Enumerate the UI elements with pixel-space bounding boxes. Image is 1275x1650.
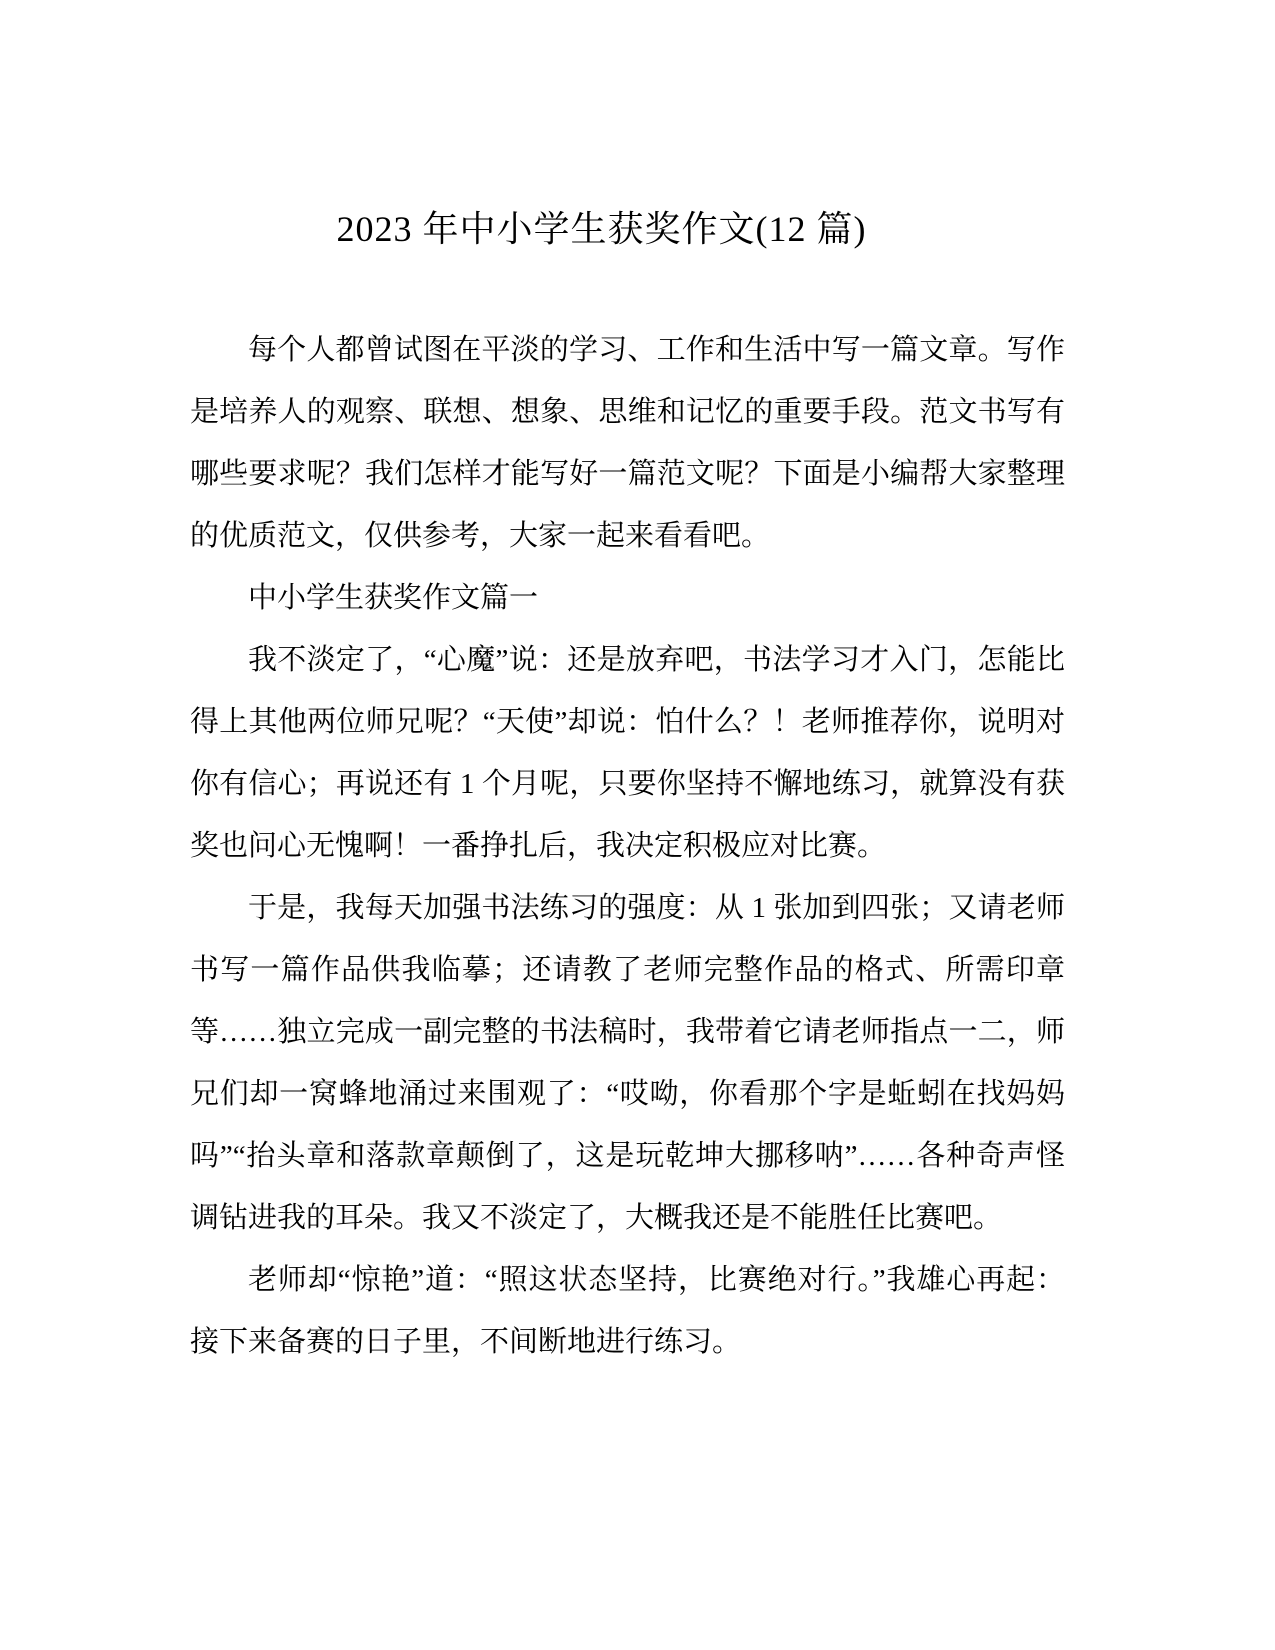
paragraph: 每个人都曾试图在平淡的学习、工作和生活中写一篇文章。写作是培养人的观察、联想、想象、思维和记忆的重要手段。范文书写有哪些要求呢？我们怎样才能写好一篇范文呢？下面是小编帮大家整理的优质范文，仅供参考，大家一起来看看吧。 [190, 334, 1065, 552]
paragraph: 老师却“惊艳”道：“照这状态坚持，比赛绝对行。”我雄心再起：接下来备赛的日子里，不间断地进行练习。 [190, 1264, 1065, 1358]
paragraph: 我不淡定了，“心魔”说：还是放弃吧，书法学习才入门，怎能比得上其他两位师兄呢？“天使”却说：怕什么？！老师推荐你，说明对你有信心；再说还有 1 个月呢，只要你坚持不懈地练习，就算没有获奖也问心无愧啊！一番挣扎后，我决定积极应对比赛。 [190, 644, 1065, 862]
paragraph: 中小学生获奖作文篇一 [248, 582, 539, 614]
document-title: 2023 年中小学生获奖作文(12 篇) [336, 209, 867, 249]
document-body [190, 319, 1065, 1373]
paragraph: 于是，我每天加强书法练习的强度：从 1 张加到四张；又请老师书写一篇作品供我临摹；还请教了老师完整作品的格式、所需印章等……独立完成一副完整的书法稿时，我带着它请老师指点一二，师兄们却一窝蜂地涌过来围观了：“哎呦，你看那个字是蚯蚓在找妈妈吗”“抬头章和落款章颠倒了，这是玩乾坤大挪移呐”……各种奇声怪调钻进我的耳朵。我又不淡定了，大概我还是不能胜任比赛吧。 [190, 892, 1065, 1234]
